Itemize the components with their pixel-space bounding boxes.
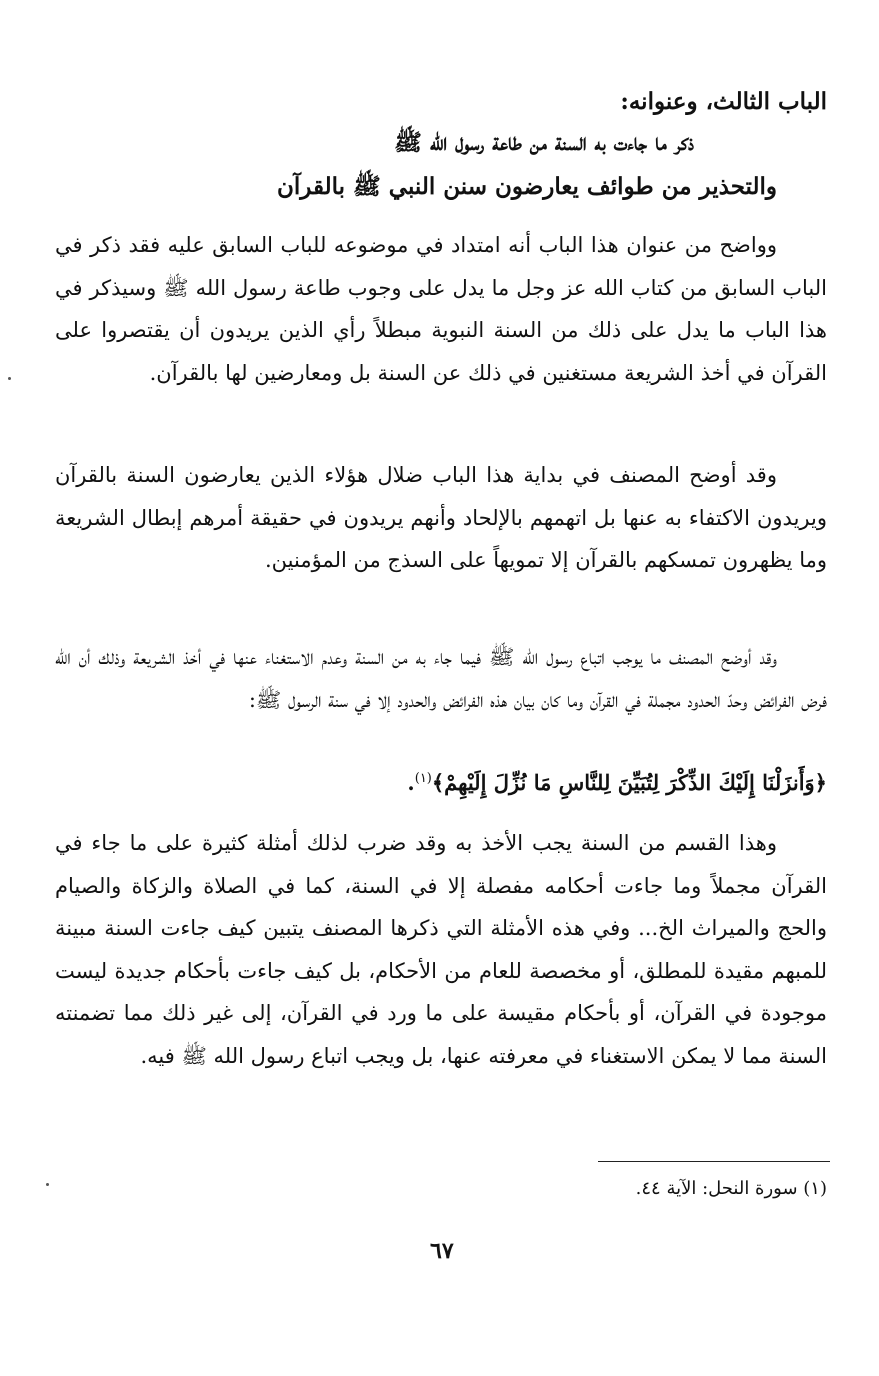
page-number: ٦٧: [430, 1238, 454, 1264]
footnote: (١) سورة النحل: الآية ٤٤.: [635, 1178, 827, 1199]
scan-speck: [46, 1183, 49, 1186]
verse-text: ﴿وَأَنزَلْنَا إِلَيْكَ الذِّكْرَ لِتُبَيِّنَ لِلنَّاسِ مَا نُزِّلَ إِلَيْهِمْ﴾: [431, 770, 827, 795]
footnote-marker: (١): [414, 771, 432, 786]
scan-speck: [8, 377, 11, 380]
paragraph-4: وهذا القسم من السنة يجب الأخذ به وقد ضرب لذلك أمثلة كثيرة على ما جاء في القرآن مجملاً وما جاءت أحكامه مفصلة إلا في السنة، كما في الصلاة والزكاة والصيام والحج والميراث الخ... وفي هذه الأمثلة التي ذكرها المصنف يتبين كيف جاءت السنة مبينة للمبهم مقيدة للمطلق، أو مخصصة للعام من الأحكام، بل كيف جاءت بأحكام جديدة ليست موجودة في القرآن، أو بأحكام مقيسة على ما ورد في القرآن، إلى غير ذلك مما تضمنته السنة مما لا يمكن الاستغناء في معرفته عنها، بل ويجب اتباع رسول الله ﷺ فيه.: [55, 831, 827, 1068]
chapter-title-line-2: والتحذير من طوائف يعارضون سنن النبي ﷺ بالقرآن: [276, 173, 777, 200]
chapter-label: الباب الثالث، وعنوانه:: [620, 88, 827, 115]
paragraph-2: وقد أوضح المصنف في بداية هذا الباب ضلال هؤلاء الذين يعارضون السنة بالقرآن ويريدون الاكتفاء به عنها بل اتهمهم بالإلحاد وأنهم يريدون في حقيقة أمرهم إبطال الشريعة وما يظهرون تمسكهم بالقرآن إلا تمويهاً على السذج من المؤمنين.: [55, 463, 827, 572]
chapter-title-line-1: ذكر ما جاءت به السنة من طاعة رسول الله ﷺ: [394, 129, 694, 156]
paragraph-1: وواضح من عنوان هذا الباب أنه امتداد في موضوعه للباب السابق عليه فقد ذكر في الباب السابق من كتاب الله عز وجل ما يدل على وجوب طاعة رسول الله ﷺ وسيذكر في هذا الباب ما يدل على ذلك من السنة النبوية مبطلاً رأي الذين يريدون أن يقتصروا على القرآن في أخذ الشريعة مستغنين في ذلك عن السنة بل ومعارضين لها بالقرآن.: [55, 233, 827, 385]
footnote-divider: [598, 1161, 830, 1162]
quran-verse: ﴿وَأَنزَلْنَا إِلَيْكَ الذِّكْرَ لِتُبَيِّنَ لِلنَّاسِ مَا نُزِّلَ إِلَيْهِمْ﴾$^{(١)}$.: [407, 770, 827, 795]
paragraph-3: وقد أوضح المصنف ما يوجب اتباع رسول الله ﷺ فيما جاء به من السنة وعدم الاستغناء عنها في أخذ الشريعة وذلك أن الله فرض الفرائض وحدّ الحدود مجملة في القرآن وما كان بيان هذه الفرائض والحدود إلا في سنة الرسول ﷺ:: [55, 645, 827, 712]
